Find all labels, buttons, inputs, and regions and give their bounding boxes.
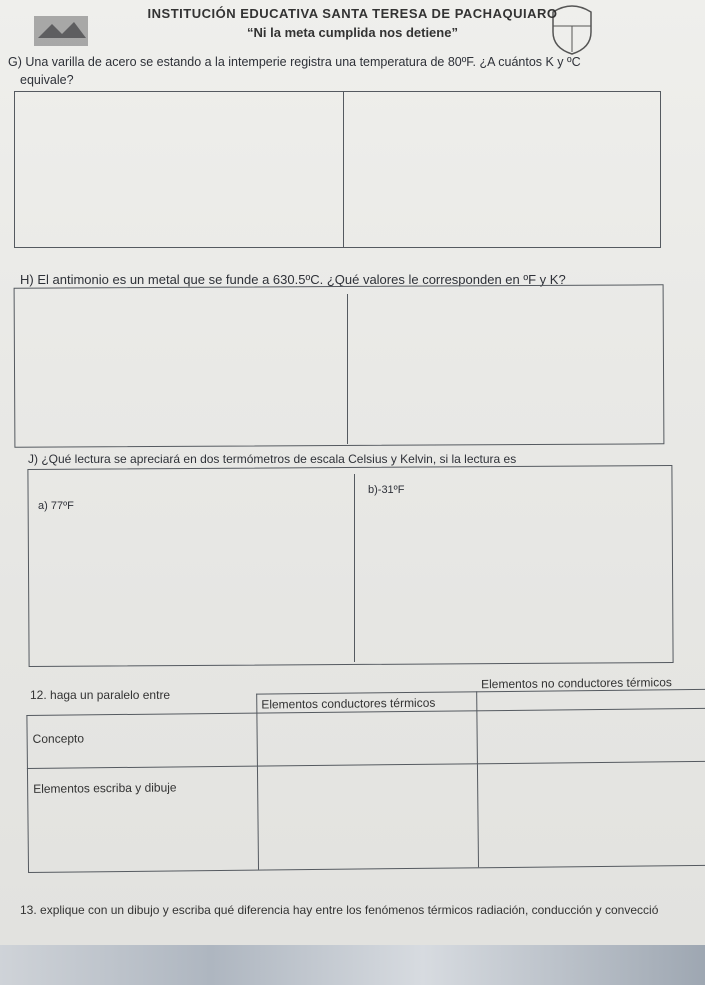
question-13-text: 13. explique con un dibujo y escriba qué diferencia hay entre los fenómenos térmicos radiación, conducción y convecció — [20, 903, 659, 917]
cell-elementos-conductores[interactable] — [258, 764, 477, 868]
table-left-border — [26, 715, 29, 872]
table-header-conductores: Elementos conductores térmicos — [261, 695, 436, 712]
question-h-text: H) El antimonio es un metal que se funde a 630.5ºC. ¿Qué valores le corresponden en ºF y K? — [20, 272, 566, 287]
question-j-text: J) ¿Qué lectura se apreciará en dos termómetros de escala Celsius y Kelvin, si la lectura es — [28, 452, 517, 466]
question-j-option-a: a) 77ºF — [38, 500, 74, 512]
table-row-elementos: Elementos escriba y dibuje — [33, 780, 177, 796]
cell-concepto-conductores[interactable] — [257, 711, 476, 764]
institution-title: INSTITUCIÓN EDUCATIVA SANTA TERESA DE PACHAQUIARO — [147, 6, 558, 21]
cell-elementos-no-conductores[interactable] — [478, 762, 705, 866]
question-j-option-b: b)-31ºF — [368, 484, 405, 496]
answer-box-g[interactable] — [14, 91, 661, 248]
question-g-line1: G) Una varilla de acero se estando a la intemperie registra una temperatura de 80ºF. ¿A cuántos K y ºC — [8, 55, 581, 69]
answer-box-j-divider — [354, 474, 355, 662]
table-row-concepto: Concepto — [32, 731, 85, 746]
institution-motto: “Ni la meta cumplida nos detiene” — [247, 25, 458, 40]
question-12-title: 12. haga un paralelo entre — [30, 688, 171, 702]
answer-box-j[interactable] — [27, 465, 673, 667]
cell-concepto-no-conductores[interactable] — [477, 709, 705, 762]
desk-background — [0, 945, 705, 985]
table-header-no-conductores: Elementos no conductores térmicos — [481, 675, 672, 692]
comparison-table — [26, 671, 705, 893]
answer-box-h-divider — [347, 294, 348, 444]
answer-box-h[interactable] — [14, 284, 665, 447]
answer-box-g-divider — [343, 92, 344, 247]
question-g-line2: equivale? — [20, 73, 74, 87]
